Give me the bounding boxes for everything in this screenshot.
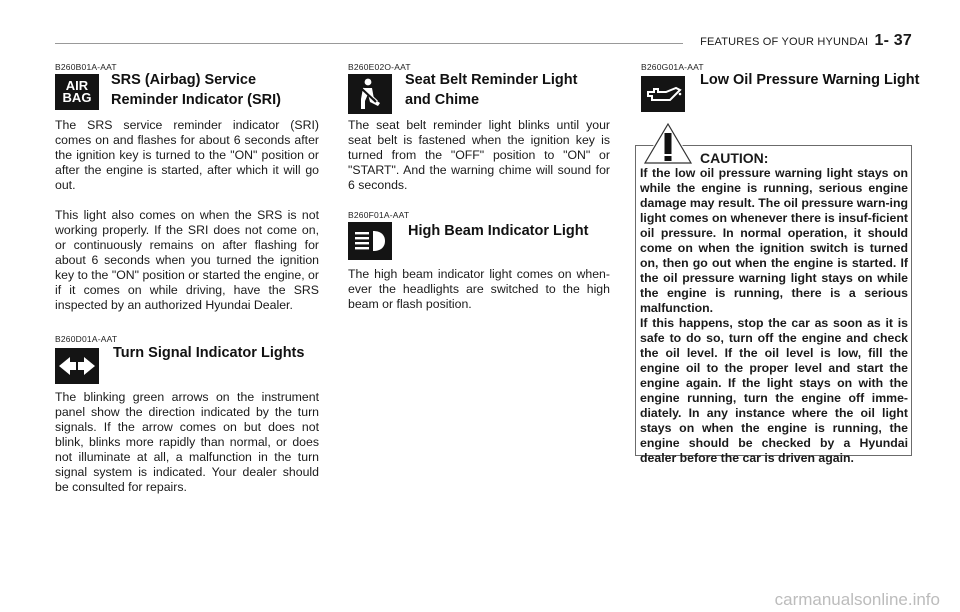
- airbag-icon: [55, 74, 99, 110]
- high-beam-body: [348, 267, 610, 327]
- seat-belt-title: [405, 70, 577, 110]
- srs-title-line1: SRS (Airbag) Service: [111, 72, 257, 88]
- srs-paragraph-1: The SRS service reminder indicator (SRI) comes on and flashes for about 6 seconds after the ignition key is turned to the "ON" position or after the engine is started, after which it will go out.: [55, 118, 319, 192]
- turn-signal-title: Turn Signal Indicator Lights: [113, 345, 305, 361]
- turn-signal-body: [55, 390, 319, 510]
- seat-belt-icon: [348, 74, 392, 114]
- srs-body: [55, 118, 319, 328]
- turn-signal-section-code: B260D01A-AAT: [55, 334, 118, 344]
- caution-heading: CAUTION:: [700, 150, 769, 166]
- section-title: FEATURES OF YOUR HYUNDAI: [700, 36, 869, 48]
- srs-section-code: B260B01A-AAT: [55, 62, 117, 72]
- caution-paragraph-1: If the low oil pressure warning light stays on while the engine is running, serious engine damage may result. The oil pressure warn-ing light comes on whenever there is insuf-ficient oil pressure. In normal operation, it should come on when the ignition switch is turned on, then go out when the engine is started. If the oil pressure warning light stays on while the engine is running, there is a serious malfunction.: [640, 166, 908, 315]
- high-beam-title: High Beam Indicator Light: [408, 223, 589, 239]
- seat-belt-body: [348, 118, 610, 208]
- oil-pressure-title: Low Oil Pressure Warning Light: [700, 72, 920, 88]
- page-header: [700, 32, 912, 50]
- high-beam-section-code: B260F01A-AAT: [348, 210, 410, 220]
- oil-pressure-section-code: B260G01A-AAT: [641, 62, 704, 72]
- srs-title: [111, 70, 281, 110]
- turn-signal-paragraph-1: The blinking green arrows on the instrument panel show the direction indicated by the turn signals. If the arrow comes on but does not blink, blinks more rapidly than normal, or does not illuminate at all, a malfunction in the turn signal system is indicated. Your dealer should be consulted for repairs.: [55, 390, 319, 494]
- caution-paragraph-2: If this happens, stop the car as soon as it is safe to do so, turn off the engine and check the oil level. If the oil level is low, fill the engine oil to the proper level and start the engine again. If the light stays on with the engine running, turn the engine off imme-diately. In any instance where the oil light stays on when the engine is running, the engine should be checked by a Hyundai dealer before the car is driven again.: [640, 316, 908, 465]
- high-beam-icon: [348, 222, 392, 260]
- warning-triangle-icon: [640, 119, 696, 167]
- seat-belt-section-code: B260E02O-AAT: [348, 62, 411, 72]
- srs-paragraph-2: This light also comes on when the SRS is not working properly. If the SRI does not come on, or continuously remains on after flashing for about 6 seconds when you turned the ignition key to the "ON" position or started the engine, or if it comes on while driving, have the SRS inspected by an authorized Hyundai Dealer.: [55, 208, 319, 312]
- watermark: carmanualsonline.info: [774, 590, 940, 609]
- high-beam-paragraph-1: The high beam indicator light comes on when-ever the headlights are switched to the high beam or flash position.: [348, 267, 610, 311]
- page-number: 1- 37: [874, 32, 912, 49]
- srs-title-line2: Reminder Indicator (SRI): [111, 92, 281, 108]
- oil-can-icon: [641, 76, 685, 112]
- header-rule: [55, 43, 683, 44]
- seat-belt-title-line2: and Chime: [405, 92, 480, 108]
- seat-belt-paragraph-1: The seat belt reminder light blinks until your seat belt is fastened when the ignition key is turned from the "OFF" position to "ON" or "START". And the warning chime will sound for 6 seconds.: [348, 118, 610, 192]
- caution-body: [640, 166, 908, 466]
- seat-belt-title-line1: Seat Belt Reminder Light: [405, 72, 578, 88]
- airbag-icon-text-line1: AIR: [65, 78, 89, 93]
- airbag-icon-text-line2: BAG: [62, 90, 92, 105]
- turn-signal-arrows-icon: [55, 348, 99, 384]
